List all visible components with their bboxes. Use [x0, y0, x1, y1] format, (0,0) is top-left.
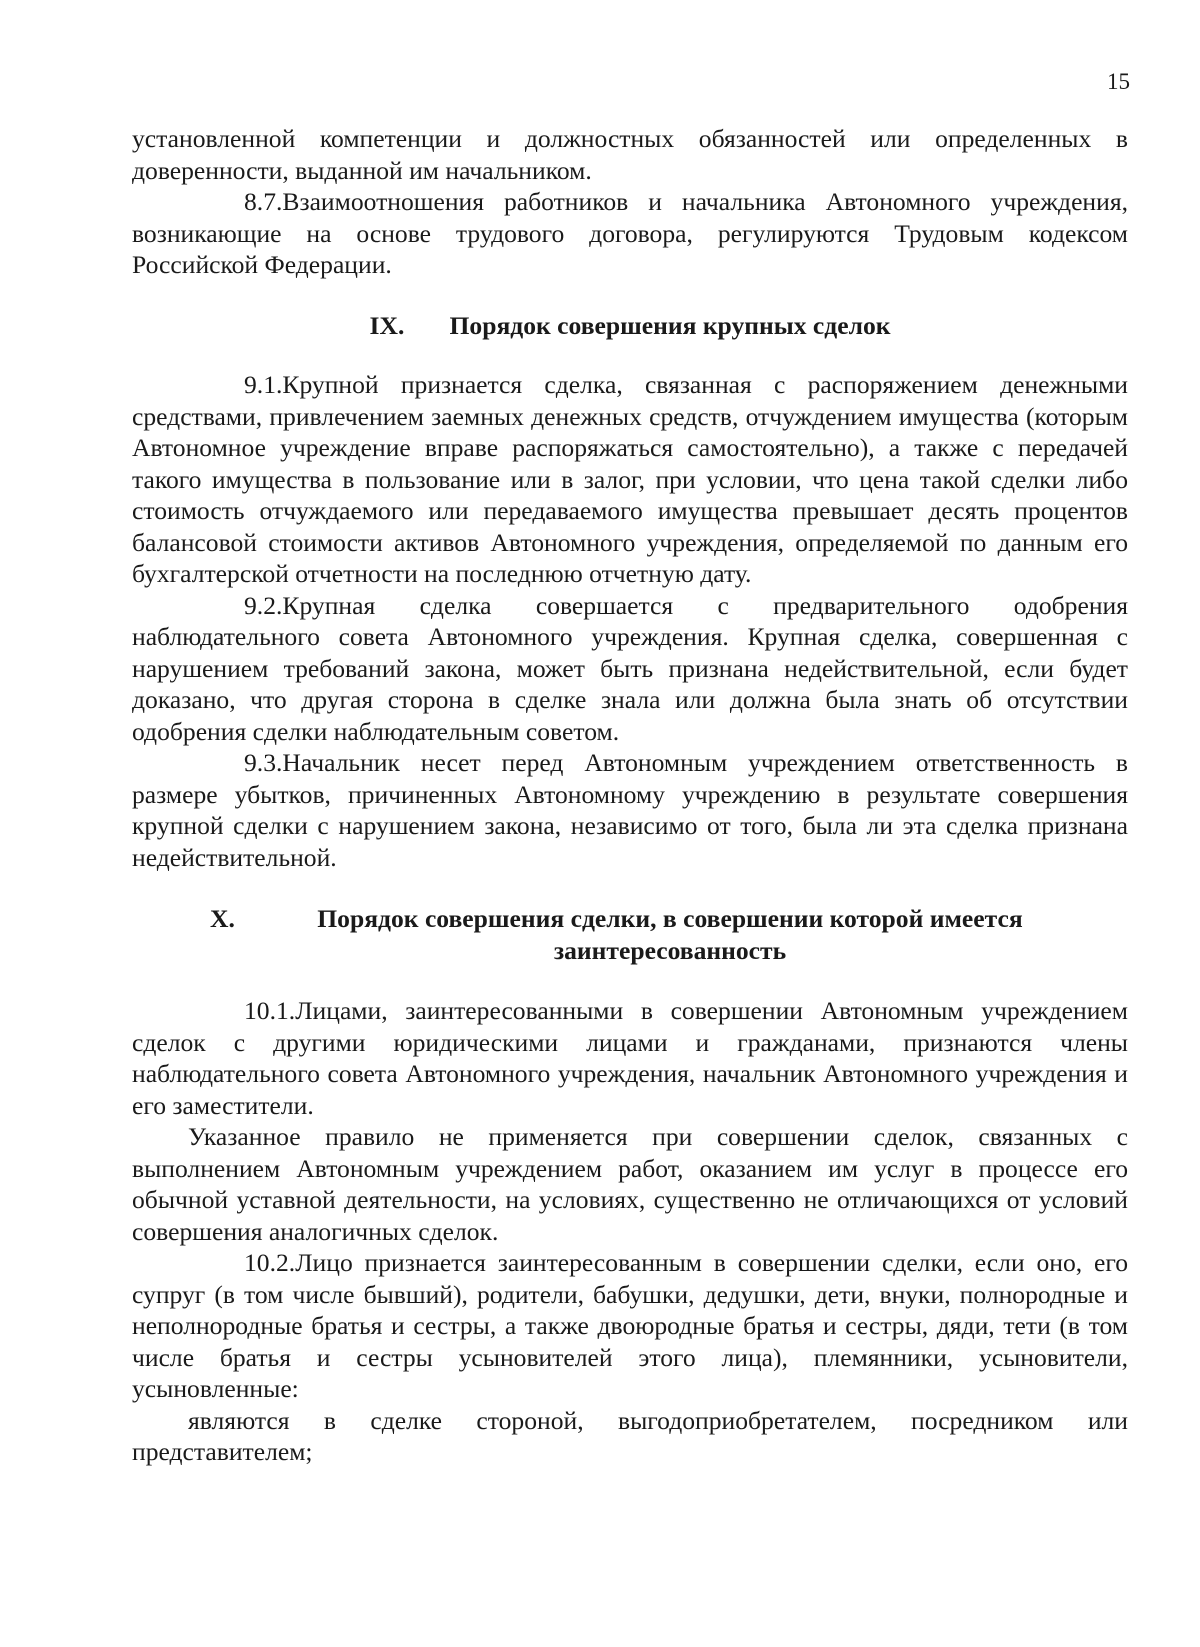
paragraph-text: Крупной признается сделка, связанная с распоряжением денежными средствами, привлечением заемных денежных средств, отчуждением имущества (которым Автономное учреждение вправе распоряжаться самостоятельно), а также с передачей такого имущества в пользование или в залог, при условии, что цена такой сделки либо стоимость отчуждаемого или передаваемого имущества превышает десять процентов балансовой стоимости активов Автономного учреждения, определяемой по данным его бухгалтерской отчетности на последнюю отчетную дату.	[132, 370, 1128, 588]
paragraph-10-1	[132, 995, 1128, 1121]
paragraph-number: 9.1.	[244, 370, 283, 399]
section-number: X.	[210, 904, 235, 933]
section-title: Порядок совершения крупных сделок	[449, 310, 891, 340]
paragraph-text: Лицо признается заинтересованным в совершении сделки, если оно, его супруг (в том числе бывший), родители, бабушки, дедушки, дети, внуки, полнородные и неполнородные братья и сестры, а также двоюродные братья и сестры, дяди, тети (в том числе братья и сестры усыновителей этого лица), племянники, усыновители, усыновленные:	[132, 1248, 1128, 1403]
paragraph-9-1	[132, 369, 1128, 590]
paragraph-9-2	[132, 590, 1128, 748]
paragraph-text: являются в сделке стороной, выгодоприобретателем, посредником или представителем;	[132, 1405, 1128, 1466]
paragraph-text: Начальник несет перед Автономным учреждением ответственность в размере убытков, причиненных Автономному учреждению в результате совершения крупной сделки с нарушением закона, независимо от того, была ли эта сделка признана недействительной.	[132, 748, 1128, 872]
paragraph-continuation	[132, 123, 1128, 186]
section-number: IX.	[369, 310, 405, 340]
paragraph-text: Крупная сделка совершается с предварительного одобрения наблюдательного совета Автономного учреждения. Крупная сделка, совершенная с нарушением требований закона, может быть признана недействительной, если будет доказано, что другая сторона в сделке знала или должна была знать об отсутствии одобрения сделки наблюдательным советом.	[132, 590, 1128, 746]
paragraph-10-2-item	[132, 1405, 1128, 1468]
paragraph-number: 10.2.	[244, 1248, 296, 1277]
paragraph-10-2	[132, 1247, 1128, 1405]
paragraph-9-3	[132, 747, 1128, 873]
document-body	[132, 123, 1128, 1468]
paragraph-number: 9.2.	[244, 590, 283, 620]
paragraph-number: 10.1.	[244, 996, 296, 1025]
page-number: 15	[1107, 69, 1130, 94]
paragraph-number: 9.3.	[244, 748, 283, 777]
paragraph-text: Взаимоотношения работников и начальника Автономного учреждения, возникающие на основе трудового договора, регулируются Трудовым кодексом Российской Федерации.	[132, 187, 1128, 279]
section-title: Порядок совершения сделки, в совершении которой имеется заинтересованность	[317, 904, 1023, 965]
paragraph-10-1-note	[132, 1121, 1128, 1247]
paragraph-number: 8.7.	[244, 187, 283, 216]
section-heading-9	[132, 310, 1128, 342]
paragraph-text: установленной компетенции и должностных обязанностей или определенных в доверенности, выданной им начальником.	[132, 124, 1128, 185]
paragraph-8-7	[132, 186, 1128, 281]
paragraph-text: Указанное правило не применяется при совершении сделок, связанных с выполнением Автономным учреждением работ, оказанием им услуг в процессе его обычной уставной деятельности, на условиях, существенно не отличающихся от условий совершения аналогичных сделок.	[132, 1122, 1128, 1246]
section-heading-10	[132, 903, 1128, 966]
paragraph-text: Лицами, заинтересованными в совершении Автономным учреждением сделок с другими юридическими лицами и гражданами, признаются члены наблюдательного совета Автономного учреждения, начальник Автономного учреждения и его заместители.	[132, 996, 1128, 1120]
